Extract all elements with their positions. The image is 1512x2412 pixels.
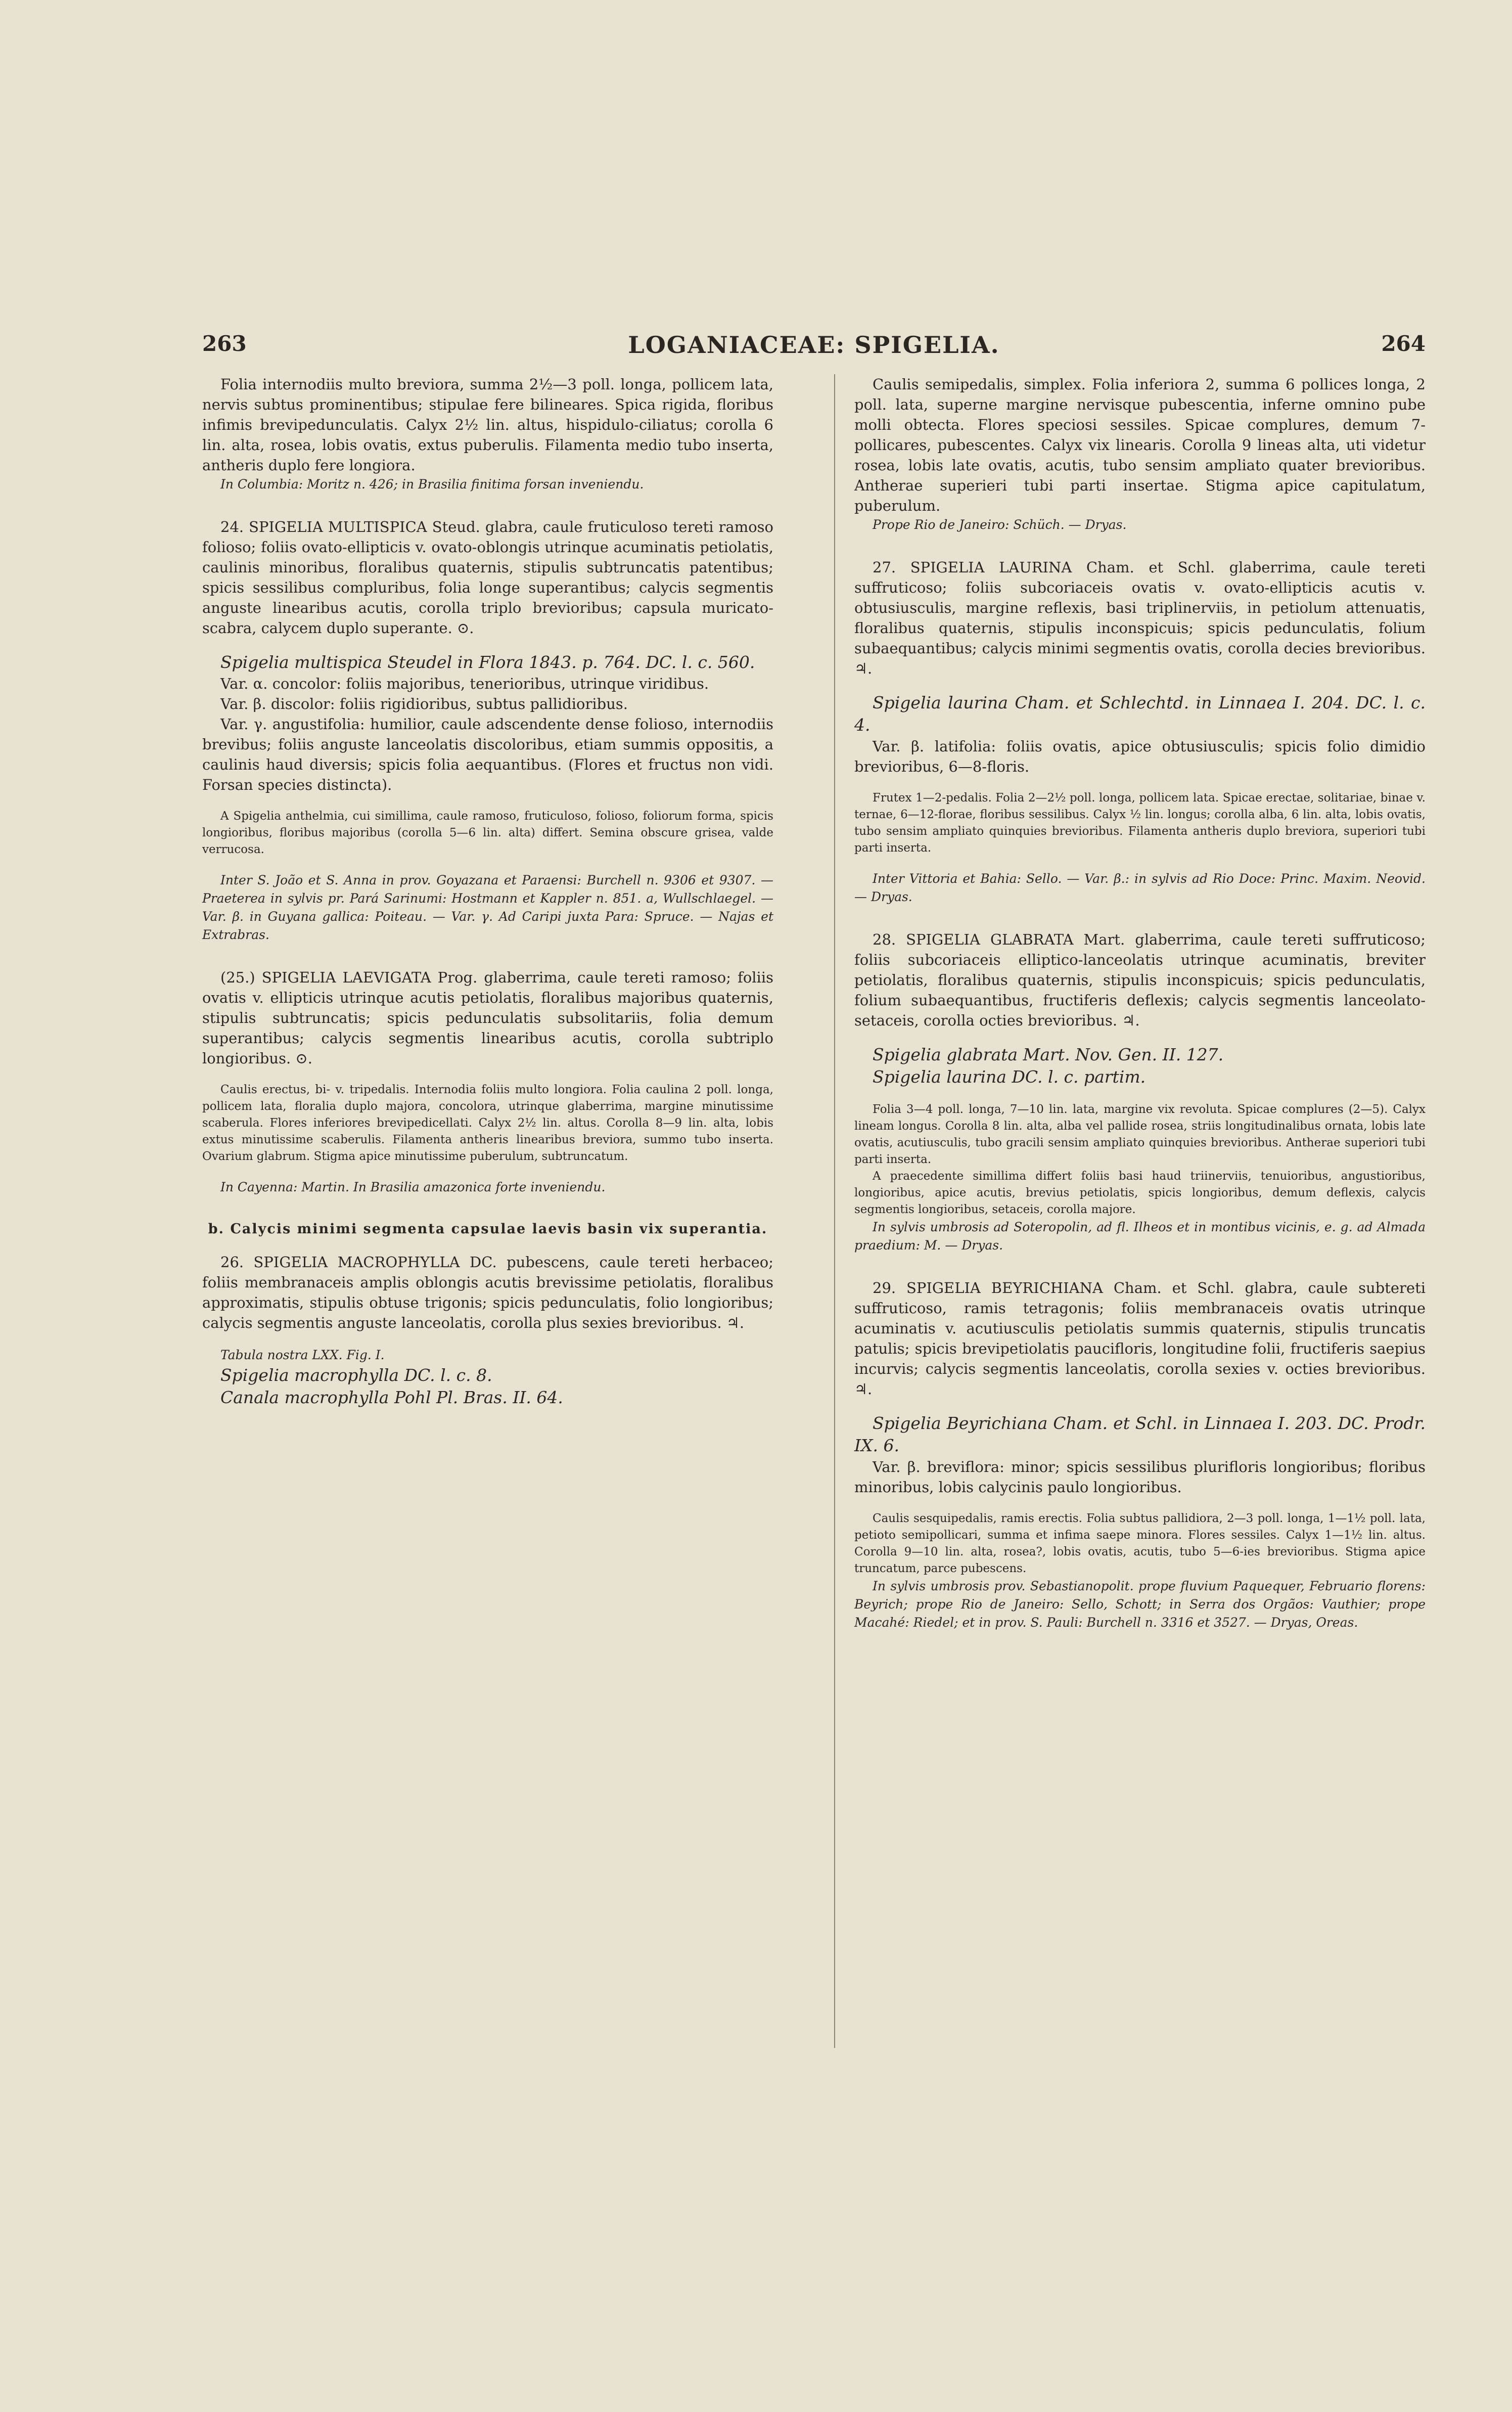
paragraph: Var. γ. angustifolia: humilior, caule adscendente dense folioso, internodiis brevibus; foliis anguste lanceolatis discoloribus, etiam summis oppositis, a caulinis haud diversis; spicis folia aequantibus. (Flores et fructus non vidi. Forsan species distincta). (202, 716, 773, 793)
description-note: Frutex 1—2-pedalis. Folia 2—2½ poll. longa, pollicem lata. Spicae erectae, solitariae, binae v. ternae, 6—12-florae, floribus sessilibus. Calyx ½ lin. longus; corolla alba, 6 lin. alta, lobis ovatis, tubo sensim ampliato quinquies brevioribus. Filamenta antheris duplo breviora, superiori tubi parti inserta. (854, 791, 1426, 855)
spacer (854, 857, 1426, 870)
citation: Spigelia Beyrichiana Cham. et Schl. in Linnaea I. 203. DC. Prodr. IX. 6. (854, 1413, 1426, 1455)
paragraph: Var. α. concolor: foliis majoribus, tenerioribus, utrinque viridibus. (220, 675, 709, 692)
paragraph: Folia internodiis multo breviora, summa 2½—3 poll. longa, pollicem lata, nervis subtus prominentibus; stipulae fere bilineares. Spica rigida, floribus infimis brevipedunculatis. Calyx 2½ lin. altus, hispidulo-ciliatus; corolla 6 lin. alta, rosea, lobis ovatis, extus puberulis. Filamenta medio tubo inserta, antheris duplo fere longiora. (202, 376, 773, 474)
paragraph: 26. SPIGELIA MACROPHYLLA DC. pubescens, caule tereti herbaceo; foliis membranaceis amplis oblongis acutis brevissime petiolatis, floralibus approximatis, stipulis obtuse trigonis; spicis pedunculatis, folio longioribus; calycis segmentis anguste lanceolatis, corolla plus sexies brevioribus. ♃. (202, 1254, 773, 1331)
description-note: Caulis sesquipedalis, ramis erectis. Folia subtus pallidiora, 2—3 poll. longa, 1—1½ poll. lata, petioto semipollicari, summa et infima saepe minora. Flores sessiles. Calyx 1—1½ lin. altus. Corolla 9—10 lin. alta, rosea?, lobis ovatis, acutis, tubo 5—6-ies brevioribus. Stigma apice truncatum, parce pubescens. (854, 1512, 1426, 1575)
description-note: A Spigelia anthelmia, cui simillima, caule ramoso, fruticuloso, folioso, foliorum forma, spicis longioribus, floribus majoribus (corolla 5—6 lin. alta) differt. Semina obscure grisea, valde verrucosa. (202, 810, 773, 856)
paragraph: Var. β. discolor: foliis rigidioribus, subtus pallidioribus. (220, 695, 628, 712)
spacer (202, 638, 773, 651)
paragraph: 27. SPIGELIA LAURINA Cham. et Schl. glaberrima, caule tereti suffruticoso; foliis subcoriaceis ovatis v. ovato-ellipticis acutis v. obtusiusculis, margine reflexis, basi triplinerviis, in petiolum attenuatis, floralibus quaternis, stipulis inconspicuis; spicis pedunculatis, folium subaequantibus; calycis minimi segmentis ovatis, corolla decies brevioribus. ♃. (854, 559, 1426, 677)
spacer (202, 795, 773, 808)
spacer (202, 1165, 773, 1178)
citation: Spigelia glabrata Mart. Nov. Gen. II. 127. (873, 1045, 1224, 1064)
locality: In Columbia: Moritz n. 426; in Brasilia finitima forsan inveniendu. (220, 477, 644, 492)
spacer (854, 1255, 1426, 1278)
locality: Inter S. João et S. Anna in prov. Goyazana et Paraensi: Burchell n. 9306 et 9307. — Praeterea in sylvis pr. Pará Sarinumi: Hostmann et Kappler n. 851. a, Wullschlaegel. — Var. β. in Guyana gallica: Poiteau. — Var. γ. Ad Caripi juxta Para: Spruce. — Najas et Extrabras. (202, 873, 773, 942)
citation: Spigelia multispica Steudel in Flora 1843. p. 764. DC. l. c. 560. (220, 652, 755, 672)
page-number-right: 264 (1381, 331, 1426, 356)
locality: Tabula nostra LXX. Fig. I. (220, 1348, 385, 1362)
spacer (854, 679, 1426, 692)
spacer (854, 906, 1426, 929)
locality: In sylvis umbrosis prov. Sebastianopolit. prope fluvium Paquequer, Februario florens: Beyrich; prope Rio de Janeiro: Sello, Schott; in Serra dos Orgãos: Vauthier; prope Macahé: Riedel; et in prov. S. Pauli: Burchell n. 3316 et 3527. — Dryas, Oreas. (854, 1579, 1426, 1630)
paragraph: 28. SPIGELIA GLABRATA Mart. glaberrima, caule tereti suffruticoso; foliis subcoriaceis elliptico-lanceolatis utrinque acuminatis, breviter petiolatis, floralibus quaternis, stipulis inconspicuis; spicis pedunculatis, folium subaequantibus, fructiferis deflexis; calycis segmentis lanceolato-setaceis, corolla octies brevioribus. ♃. (854, 931, 1426, 1029)
description-note: A praecedente simillima differt foliis basi haud triinerviis, tenuioribus, angustioribus, longioribus, apice acutis, brevius petiolatis, spicis longioribus, demum deflexis, calycis segmentis longioribus, setaceis, corolla majore. (854, 1170, 1426, 1216)
locality: In sylvis umbrosis ad Soteropolin, ad fl. Ilheos et in montibus vicinis, e. g. ad Almada praedium: M. — Dryas. (854, 1220, 1426, 1253)
spacer (202, 1068, 773, 1082)
left-column (202, 374, 773, 1409)
spacer (854, 777, 1426, 790)
citation: Spigelia laurina DC. l. c. partim. (873, 1067, 1146, 1087)
locality: Prope Rio de Janeiro: Schüch. — Dryas. (873, 517, 1127, 532)
running-title: LOGANIACEAE: SPIGELIA. (628, 331, 1000, 359)
spacer (854, 1497, 1426, 1510)
spacer (202, 1239, 773, 1252)
citation: Spigelia macrophylla DC. l. c. 8. (220, 1365, 492, 1385)
citation: Spigelia laurina Cham. et Schlechtd. in Linnaea I. 204. DC. l. c. 4. (854, 693, 1426, 735)
paragraph: Caulis semipedalis, simplex. Folia inferiora 2, summa 6 pollices longa, 2 poll. lata, superne margine nervisque pubescentia, inferne omnino pube molli obtecta. Flores speciosi sessiles. Spicae complures, demum 7-pollicares, pubescentes. Calyx vix linearis. Corolla 9 lineas alta, uti videtur rosea, lobis late ovatis, acutis, tubo sensim ampliato quater brevioribus. Antherae superieri tubi parti insertae. Stigma apice capitulatum, puberulum. (854, 376, 1426, 514)
paragraph: 29. SPIGELIA BEYRICHIANA Cham. et Schl. glabra, caule subtereti suffruticoso, ramis tetragonis; foliis membranaceis ovatis utrinque acuminatis v. acutiusculis petiolatis summis quaternis, stipulis truncatis patulis; spicis brevipetiolatis paucifloris, longitudine folii, fructiferis saepius incurvis; calycis segmentis lanceolatis, corolla sexies v. octies brevioribus. ♃. (854, 1279, 1426, 1398)
spacer (202, 494, 773, 517)
description-note: Folia 3—4 poll. longa, 7—10 lin. lata, margine vix revoluta. Spicae complures (2—5). Calyx lineam longus. Corolla 8 lin. alta, alba vel pallide rosea, striis longitudinalibus ornata, lobis late ovatis, acutiusculis, tubo gracili sensim ampliato quinquies brevioribus. Antherae superiori tubi parti inserta. (854, 1103, 1426, 1166)
page-header (202, 331, 1426, 362)
paragraph: Var. β. latifolia: foliis ovatis, apice obtusiusculis; spicis folio dimidio brevioribus, 6—8-floris. (854, 738, 1426, 775)
paragraph: Var. β. breviflora: minor; spicis sessilibus plurifloris longioribus; floribus minoribus, lobis calycinis paulo longioribus. (854, 1458, 1426, 1496)
spacer (202, 858, 773, 871)
spacer (202, 1333, 773, 1346)
citation: Canala macrophylla Pohl Pl. Bras. II. 64. (220, 1388, 563, 1407)
spacer (202, 1196, 773, 1220)
description-note: Caulis erectus, bi- v. tripedalis. Internodia foliis multo longiora. Folia caulina 2 poll. longa, pollicem lata, floralia duplo majora, concolora, utrinque glaberrima, margine minutissime scaberula. Flores inferiores brevipedicellati. Calyx 2½ lin. altus. Corolla 8—9 lin. alta, lobis extus minutissime scaberulis. Filamenta antheris linearibus breviora, summo tubo inserta. Ovarium glabrum. Stigma apice minutissime puberulum, subtruncatum. (202, 1083, 773, 1163)
spacer (202, 944, 773, 967)
section-heading: b. Calycis minimi segmenta capsulae laevis basin vix superantia. (208, 1221, 768, 1237)
spacer (854, 1399, 1426, 1412)
locality: Inter Vittoria et Bahia: Sello. — Var. β.: in sylvis ad Rio Doce: Princ. Maxim. Neovid. — Dryas. (854, 871, 1426, 904)
paragraph: 24. SPIGELIA MULTISPICA Steud. glabra, caule fruticuloso tereti ramoso folioso; foliis ovato-ellipticis v. ovato-oblongis utrinque acuminatis petiolatis, caulinis minoribus, floralibus quaternis, stipulis subtruncatis patentibus; spicis sessilibus compluribus, folia longe superantibus; calycis segmentis anguste linearibus acutis, corolla triplo brevioribus; capsula muricato-scabra, calycem duplo superante. ⊙. (202, 518, 773, 637)
spacer (854, 1088, 1426, 1101)
paragraph: (25.) SPIGELIA LAEVIGATA Prog. glaberrima, caule tereti ramoso; foliis ovatis v. ellipticis utrinque acutis petiolatis, floralibus majoribus quaternis, stipulis subtruncatis; spicis pedunculatis subsolitariis, folia demum superantibus; calycis segmentis linearibus acutis, corolla subtriplo longioribus. ⊙. (202, 969, 773, 1067)
right-column (854, 374, 1426, 1632)
locality: In Cayenna: Martin. In Brasilia amazonica forte inveniendu. (220, 1180, 606, 1194)
column-divider (834, 374, 835, 2048)
spacer (854, 1031, 1426, 1044)
page-number-left: 263 (202, 331, 247, 356)
spacer (854, 534, 1426, 557)
